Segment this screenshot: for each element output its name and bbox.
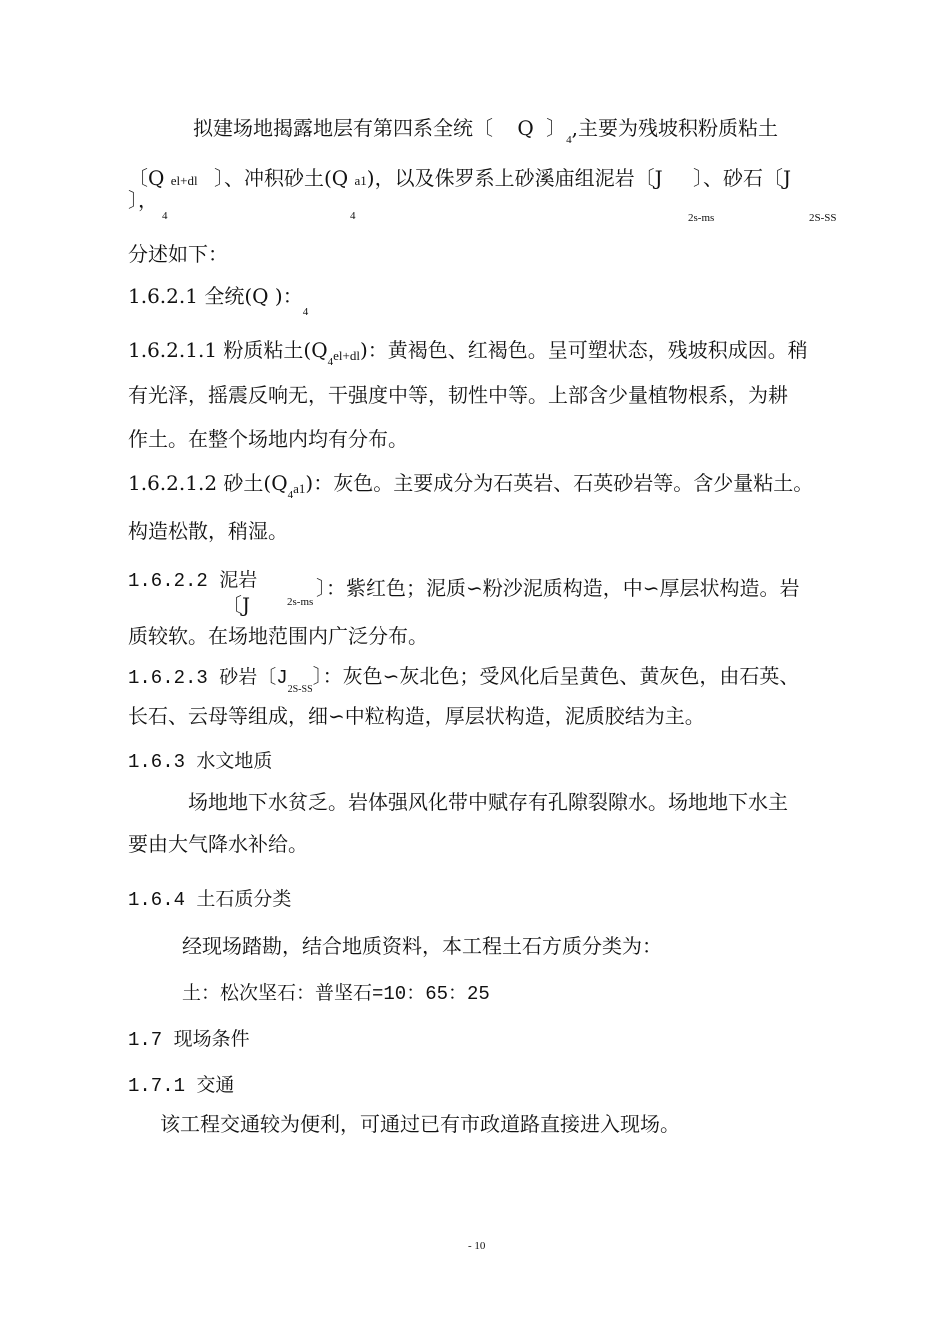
section-1623-prefix: 1.6.2.3 砂岩〔J — [128, 667, 288, 689]
intro-subscript-4b: 4 — [350, 210, 356, 222]
section-163-text-1: 场地地下水贫乏。岩体强风化带中赋存有孔隙裂隙水。场地地下水主 — [188, 790, 788, 814]
section-17-title: 1.7 现场条件 — [128, 1029, 250, 1051]
intro-line2-text-b: 〕、冲积砂土(Q — [213, 166, 349, 190]
intro-line2-text-c: )，以及侏罗系上砂溪庙组泥岩〔J — [366, 166, 663, 190]
section-16212-text-1: )：灰色。主要成分为石英岩、石英砂岩等。含少量粘土。 — [305, 471, 814, 495]
section-16211-text-2: 有光泽，摇震反响无，干强度中等，韧性中等。上部含少量植物根系，为耕 — [128, 383, 788, 407]
section-1623-text-2: 长石、云母等组成，细∽中粒构造，厚层状构造，泥质胶结为主。 — [128, 704, 705, 728]
intro-subscript-4a: 4 — [162, 210, 168, 222]
intro-line1-bracket: 〕 — [546, 116, 567, 140]
section-16211-line-1 — [128, 338, 808, 366]
section-1622-prefix: 1.6.2.2 泥岩 — [128, 570, 258, 592]
section-163-title: 1.6.3 水文地质 — [128, 751, 273, 773]
section-16211-prefix: 1.6.2.1.1 粉质粘土(Q — [128, 338, 328, 362]
section-16212-text-2: 构造松散，稍湿。 — [128, 519, 288, 543]
section-1623-line-1 — [128, 664, 799, 693]
section-1621-heading: 1.6.2.1 全统(Q )：$_4$ — [128, 284, 309, 318]
section-1623-text-1: 〕：灰色∽灰北色；受风化后呈黄色、黄灰色，由石英、 — [312, 664, 800, 688]
intro-subscript-2s-ss: 2S-SS — [809, 212, 837, 224]
section-16211-text-3: 作土。在整个场地内均有分布。 — [128, 427, 408, 451]
intro-line2-el-dl: el+dl — [170, 173, 198, 188]
section-16212-prefix: 1.6.2.1.2 砂土(Q — [128, 471, 288, 495]
intro-line1-q: Q — [517, 116, 534, 140]
section-1621-subscript: 4 — [302, 306, 309, 318]
intro-subscript-2s-ms: 2s-ms — [688, 212, 715, 224]
section-1622-bracket: 〔J — [222, 593, 251, 617]
intro-line1-subscript: 4 — [566, 134, 572, 146]
section-164-title: 1.6.4 土石质分类 — [128, 889, 292, 911]
section-1623-subscript: 2S-SS — [287, 684, 313, 695]
intro-line2-a1: a1 — [354, 173, 367, 188]
section-163-text-2: 要由大气降水补给。 — [128, 832, 308, 856]
section-16211-subscript-4: 4 — [327, 356, 334, 368]
section-164-text-1: 经现场踏勘，结合地质资料，本工程土石方质分类为： — [182, 934, 662, 958]
section-171-title: 1.7.1 交通 — [128, 1075, 235, 1097]
section-16212-subscript: a1 — [293, 481, 306, 496]
intro-line-2 — [128, 166, 791, 193]
section-164-text-2: 土：松次坚石：普坚石=10：65：25 — [182, 983, 490, 1005]
section-1621-title: 1.6.2.1 全统(Q ) — [128, 284, 283, 308]
section-1622-text-1: 〕：紫红色；泥质∽粉沙泥质构造，中∽厚层状构造。岩 — [316, 576, 800, 600]
section-16212-line-1 — [128, 471, 813, 499]
section-16212-subscript-4: 4 — [287, 489, 294, 501]
section-16211-subscript: el+dl — [333, 348, 360, 363]
intro-line1-text-a: 拟建场地揭露地层有第四系全统〔 — [193, 116, 493, 140]
intro-line2-text-e: 〕， — [128, 188, 158, 212]
intro-line-3: 分述如下： — [128, 242, 228, 266]
section-1622-text-2: 质较软。在场地范围内广泛分布。 — [128, 624, 428, 648]
intro-line1-text-c: ,主要为残坡积粉质粘土 — [571, 116, 778, 140]
intro-line-1 — [193, 116, 778, 144]
section-16211-text-1: )：黄褐色、红褐色。呈可塑状态，残坡积成因。稍 — [359, 338, 808, 362]
section-1622-subscript: 2s-ms — [287, 596, 314, 608]
page-number: - 10 — [468, 1240, 486, 1252]
section-171-text-1: 该工程交通较为便利，可通过已有市政道路直接进入现场。 — [160, 1112, 680, 1136]
intro-line2-text-d: 〕、砂石〔J — [692, 166, 792, 190]
intro-line2-text-a: 〔Q — [128, 166, 165, 190]
